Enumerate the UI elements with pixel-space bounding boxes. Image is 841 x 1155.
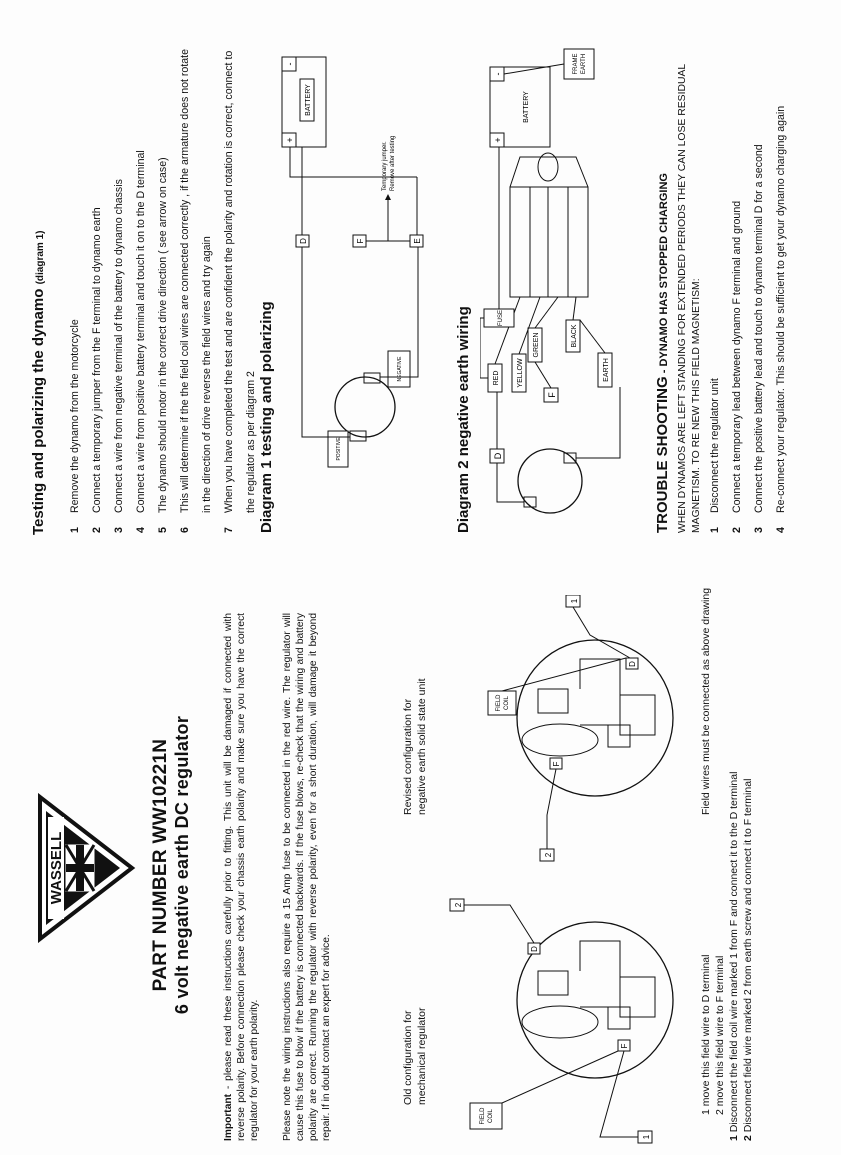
troubleshooting-step: 1Disconnect the regulator unit	[709, 378, 721, 533]
revised-config-line2: negative earth solid state unit	[415, 678, 428, 815]
instruction-2-num: 2	[741, 1135, 754, 1141]
part-subtitle: 6 volt negative earth DC regulator	[172, 715, 192, 1015]
old-config-diagram	[430, 877, 680, 1147]
wire-tag-2-label: 2	[454, 902, 463, 908]
instruction-1-text: Disconnect the field coil wire marked 1 from F and connect it to the D terminal	[728, 771, 740, 1136]
old-config-line2: mechanical regulator	[415, 1007, 428, 1105]
revised-config-line1: Revised configuration for	[402, 698, 414, 815]
testing-step: 3Connect a wire from negative terminal of the battery to dynamo chassis	[113, 179, 125, 533]
diagram1	[280, 7, 440, 567]
troubleshooting-title-text: TROUBLE SHOOTING	[654, 376, 671, 533]
battery-label: BATTERY	[523, 91, 530, 123]
troubleshooting-step: 4Re-connect your regulator. This should be sufficient to get your dynamo charging again	[775, 105, 787, 533]
testing-step: 4Connect a wire from positive battery terminal and touch it on to the D terminal	[135, 150, 147, 533]
field-wires-note: Field wires must be connected as above drawing	[700, 587, 712, 815]
battery-minus: -	[493, 72, 503, 76]
regulator-unit	[510, 187, 588, 297]
terminal-f-label: F	[356, 238, 365, 244]
instruction-1-num: 1	[728, 1135, 740, 1141]
terminal-d-label: D	[628, 661, 637, 667]
wire-tag-1-label: 1	[570, 598, 579, 604]
wire-tag-2-label: 2	[544, 852, 553, 858]
important-text: - please read these instructions carefully prior to fitting. This unit will be damaged if connected with reverse polarity. Before connection please check your chassis earth polarity and make sure you have the correct regulator for your earth polarity.	[223, 613, 260, 1141]
jumper-line1: Temporary jumper.	[382, 141, 388, 191]
field-label: FIELD	[480, 1107, 486, 1125]
commutator	[522, 1006, 598, 1038]
testing-step: 7When you have completed the test and are confident the polarity and rotation is correct, connect to	[223, 50, 235, 533]
field-coil-box	[470, 1103, 502, 1129]
coil-label: COIL	[504, 695, 510, 711]
wire-black-label: BLACK	[571, 324, 578, 348]
wire-tag-1-label: 1	[642, 1134, 651, 1140]
field-label: FIELD	[496, 694, 502, 712]
dynamo-circle	[335, 377, 395, 437]
battery-minus: -	[285, 62, 295, 66]
diagram2-title: Diagram 2 negative earth wiring	[455, 306, 472, 533]
wire-red-label: RED	[493, 370, 500, 386]
union-flag-icon	[66, 845, 94, 891]
revised-config-diagram	[430, 595, 680, 865]
positive-label: POSITIVE	[336, 437, 342, 461]
battery-plus: +	[493, 137, 503, 143]
troubleshooting-intro-2: MAGNETISM. TO RE NEW THIS FIELD MAGNETISM:	[691, 278, 702, 533]
field-coil-shape	[620, 977, 655, 1017]
frame-label: FRAME	[573, 53, 579, 75]
testing-step: the regulator as per diagram 2	[245, 371, 257, 513]
frame-earth-box	[564, 49, 594, 79]
testing-title-sub: (diagram 1)	[35, 230, 46, 285]
jumper-line2: Remove after testing	[390, 135, 396, 191]
instruction-2-text: Disconnect field wire marked 2 from earth screw and connect it to F terminal	[741, 778, 754, 1136]
diagram2	[480, 7, 640, 567]
testing-title-text: Testing and polarizing the dynamo	[30, 288, 47, 535]
move-note-2: 2 move this field wire to F terminal	[713, 955, 726, 1115]
testing-step: 1Remove the dynamo from the motorcycle	[69, 319, 81, 533]
part-number-title: PART NUMBER WW10221N	[150, 738, 171, 992]
testing-steps	[64, 3, 262, 533]
move-notes	[700, 955, 727, 1115]
wassell-logo	[36, 793, 136, 943]
instruction-1	[728, 772, 742, 1141]
fuse-label: FUSE	[498, 309, 504, 327]
testing-step: 5The dynamo should motor in the correct drive direction ( see arrow on case)	[157, 157, 169, 533]
terminal-f-label: F	[552, 761, 561, 767]
testing-title	[30, 231, 47, 535]
terminal-d-label: D	[530, 946, 539, 952]
old-config-line1: Old configuration for	[402, 1010, 414, 1105]
terminal-d-label: D	[299, 238, 308, 244]
wire-green-label: GREEN	[533, 332, 540, 358]
field-instructions	[728, 772, 755, 1141]
field-coil-box	[488, 691, 516, 715]
move-note-1: 1 move this field wire to D terminal	[700, 954, 712, 1115]
troubleshooting-step: 2Connect a temporary lead between dynamo F terminal and ground	[731, 200, 743, 533]
instruction-2	[742, 772, 756, 1141]
terminal-d-label: D	[493, 452, 503, 460]
terminal-f-label: F	[620, 1043, 629, 1049]
logo-brand-text: WASSELL	[48, 831, 65, 905]
troubleshooting-intro	[676, 3, 704, 533]
terminal-f-label: F	[547, 392, 557, 398]
troubleshooting-step: 3Connect the positive battery lead and touch to dynamo terminal D for a second	[753, 144, 765, 533]
wire-yellow-label: YELLOW	[517, 358, 524, 388]
earth-tag-label: EARTH	[603, 358, 610, 382]
testing-step: in the direction of drive reverse the field wires and try again	[201, 236, 213, 513]
battery-plus: +	[285, 137, 295, 143]
revised-config-caption	[402, 678, 429, 815]
fuse-note-paragraph: Please note the wiring instructions also require a 15 Amp fuse to be connected in the red wire. The regulator will cause this fuse to blow if the battery is connected backwards. If the fuse blows, re-check that the wiring and battery polarity are correct. Running the regulator with reverse polarity, even for a short duration, will damage it beyond repair. If in doubt contact an expert for advice.	[282, 613, 332, 1141]
testing-step: 2Connect a temporary jumper from the F terminal to dynamo earth	[91, 207, 103, 533]
important-paragraph	[222, 613, 261, 1141]
troubleshooting-intro-1: WHEN DYNAMOS ARE LEFT STANDING FOR EXTENDED PERIODS THEY CAN LOSE RESIDUAL	[677, 63, 688, 533]
troubleshooting-title	[654, 173, 671, 533]
coil-label: COIL	[488, 1108, 494, 1124]
diagram1-title: Diagram 1 testing and polarizing	[258, 301, 275, 533]
negative-label: NEGATIVE	[397, 356, 403, 382]
terminal-e-label: E	[413, 238, 422, 244]
troubleshooting-steps	[704, 3, 792, 533]
dynamo-circle	[518, 449, 582, 513]
important-label: Important	[223, 1094, 234, 1141]
frame-earth-label: EARTH	[581, 53, 587, 75]
right-page	[0, 0, 841, 577]
troubleshooting-title-sub: - DYNAMO HAS STOPPED CHARGING	[658, 173, 670, 377]
left-page	[0, 578, 841, 1155]
battery-label: BATTERY	[305, 84, 312, 116]
testing-step: 6This will determine if the the field coil wires are connected correctly , if the armature does not rotate	[179, 49, 191, 533]
old-config-caption	[402, 1008, 429, 1105]
